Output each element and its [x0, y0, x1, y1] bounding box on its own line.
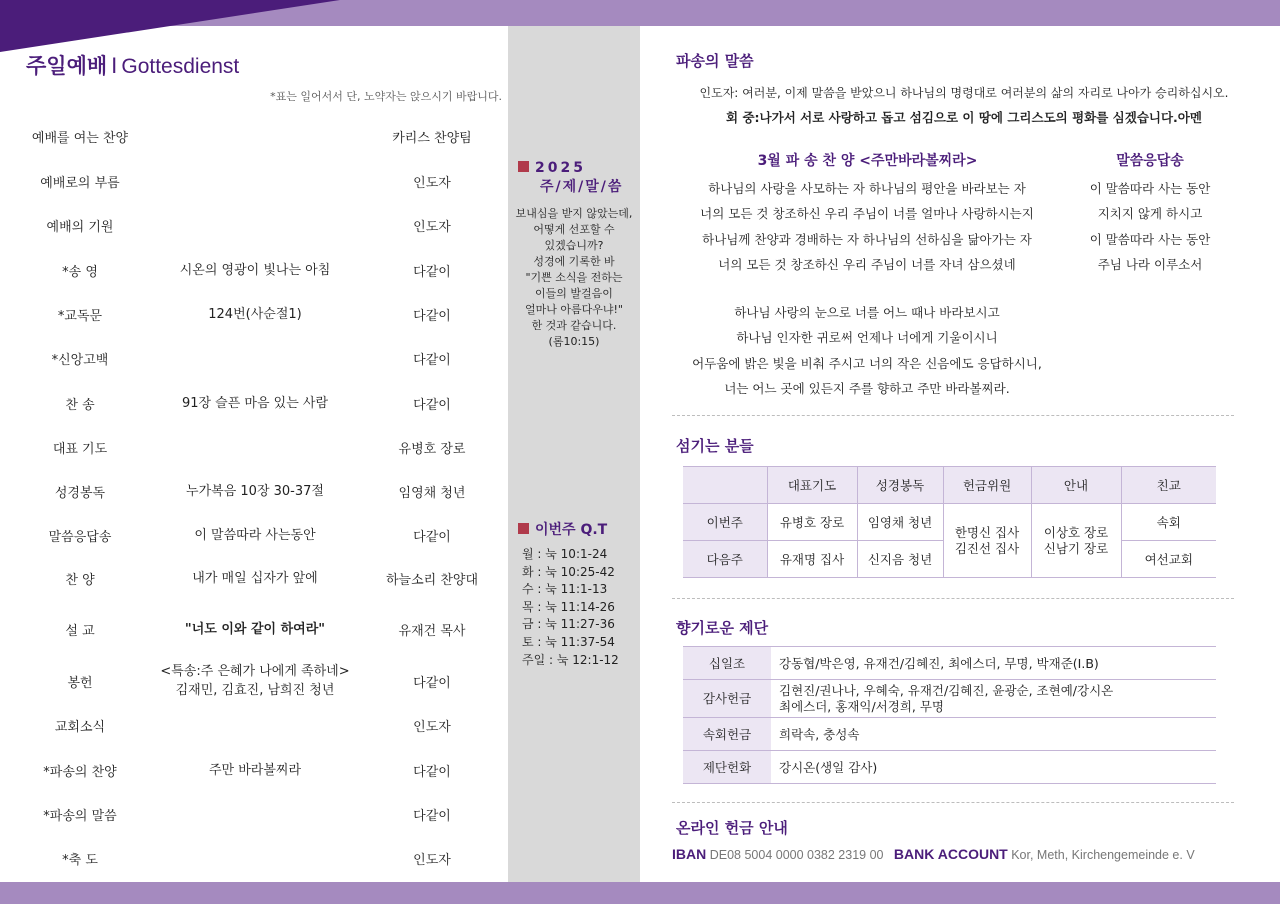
verse-line: "기쁜 소식을 전하는	[525, 271, 623, 284]
column-header: 친교	[1121, 467, 1216, 504]
row-label: 십일조	[683, 647, 771, 680]
lyric-line: 이 말씀따라 사는 동안	[1089, 231, 1211, 247]
service-leader: 다같이	[413, 530, 451, 545]
lyric-line: 하나님 인자한 귀로써 언제나 너에게 기울이시니	[736, 330, 998, 346]
account-holder: Kor, Meth, Kirchengemeinde e. V	[1011, 848, 1195, 862]
offering-team-member: 김진선 집사	[954, 540, 1020, 556]
service-detail: 누가복음 10장 30-37절	[186, 484, 324, 499]
column-header: 성경봉독	[857, 467, 943, 504]
theme-title: 주/제/말/씀	[540, 179, 624, 195]
qt-title: 이번주 Q.T	[535, 522, 608, 538]
qt-item: 목 : 눅 11:14-26	[522, 599, 615, 614]
row-label: 속회헌금	[683, 718, 771, 751]
row-label: 제단헌화	[683, 751, 771, 784]
service-leader: 인도자	[413, 176, 451, 191]
lyric-line: 너의 모든 것 창조하신 우리 주님이 너를 자녀 삼으셨네	[718, 256, 1016, 272]
service-part: 대표 기도	[52, 442, 108, 457]
service-part: 찬 양	[65, 573, 95, 588]
service-part: *파송의 찬양	[43, 765, 117, 780]
service-leader: 다같이	[413, 265, 451, 280]
column-header: 안내	[1031, 467, 1121, 504]
special-song: <특송:주 은혜가 나에게 족하네>	[160, 664, 350, 679]
table-row	[683, 718, 1216, 751]
sending-congregation-line: 회 중:나가서 서로 사랑하고 돕고 섬김으로 이 땅에 그리스도의 평화를 심겠습니다.아멘	[726, 110, 1202, 125]
special-song-singers: 김재민, 김효진, 남희진 청년	[175, 683, 335, 698]
divider	[672, 415, 1234, 416]
sending-hymn-verse-1	[672, 176, 1062, 277]
table-cell: 속회	[1121, 504, 1216, 541]
iban-label: IBAN	[672, 846, 707, 862]
service-leader: 카리스 찬양팀	[392, 131, 472, 146]
response-song-lyrics	[1070, 176, 1230, 277]
lyric-line: 하나님께 찬양과 경배하는 자 하나님의 선하심을 닮아가는 자	[702, 231, 1032, 247]
service-leader: 다같이	[413, 765, 451, 780]
table-cell: 여선교회	[1121, 541, 1216, 578]
sending-hymn-verse-2	[672, 300, 1062, 401]
title-german: Gottesdienst	[121, 55, 240, 78]
service-part: 말씀응답송	[48, 530, 112, 545]
column-header: 헌금위원	[943, 467, 1031, 504]
names-line: 김현진/권나나, 우혜숙, 유재건/김혜진, 윤광순, 조현예/강시온	[779, 682, 1114, 698]
verse-line: 보내심을 받지 않았는데,	[515, 207, 633, 220]
service-part: 설 교	[65, 624, 95, 639]
table-cell: 유병호 장로	[767, 504, 857, 541]
service-leader: 임영채 청년	[398, 486, 466, 501]
ushers-cell	[1031, 504, 1121, 578]
usher: 이상호 장로	[1043, 524, 1109, 540]
table-row	[683, 504, 1216, 541]
column-header: 대표기도	[767, 467, 857, 504]
verse-reference: (롬10:15)	[548, 335, 600, 348]
response-song-title: 말씀응답송	[1116, 153, 1184, 169]
service-part: 성경봉독	[54, 486, 106, 501]
theme-year: 2025	[535, 160, 586, 176]
divider	[672, 802, 1234, 803]
table-cell: 신지음 청년	[857, 541, 943, 578]
usher: 신남기 장로	[1043, 540, 1109, 556]
service-detail: 내가 매일 십자가 앞에	[192, 571, 318, 586]
service-leader: 유재건 목사	[398, 624, 466, 639]
row-label: 다음주	[683, 541, 767, 578]
service-leader: 인도자	[413, 720, 451, 735]
verse-line: 성경에 기록한 바	[533, 255, 615, 268]
service-part: *축 도	[62, 853, 98, 868]
qt-item: 주일 : 눅 12:1-12	[522, 652, 619, 667]
qt-item: 월 : 눅 10:1-24	[522, 547, 608, 561]
sending-hymn-title: 3월 파 송 찬 양 <주만바라볼찌라>	[757, 153, 978, 169]
lyric-line: 이 말씀따라 사는 동안	[1089, 181, 1211, 196]
service-part: 봉헌	[67, 676, 93, 691]
service-part: 교회소식	[54, 720, 106, 735]
qt-item: 금 : 눅 11:27-36	[522, 617, 615, 632]
offering-team-cell	[943, 504, 1031, 578]
lyric-line: 지치지 않게 하시고	[1097, 206, 1203, 222]
lyric-line: 너의 모든 것 창조하신 우리 주님이 너를 얼마나 사랑하시는지	[700, 206, 1034, 222]
title-separator: I	[111, 54, 118, 78]
column-header	[683, 467, 767, 504]
square-bullet-icon	[518, 161, 529, 172]
verse-line: 한 것과 같습니다.	[531, 319, 617, 332]
service-detail: 124번(사순절1)	[208, 307, 302, 322]
theme-verse	[508, 206, 640, 350]
service-leader: 다같이	[413, 676, 451, 691]
table-cell: 희락속, 충성속	[771, 718, 1216, 751]
table-header-row	[683, 467, 1216, 504]
lyric-line: 어두움에 밝은 빛을 비춰 주시고 너의 작은 신음에도 응답하시니,	[692, 355, 1042, 371]
service-part: 예배로의 부름	[40, 176, 120, 191]
servants-title: 섬기는 분들	[676, 437, 754, 455]
square-bullet-icon	[518, 523, 529, 534]
service-detail: 91장 슬픈 마음 있는 사람	[181, 396, 329, 411]
servants-table	[683, 466, 1216, 578]
lyric-line: 주님 나라 이루소서	[1097, 256, 1203, 272]
lyric-line: 하나님의 사랑을 사모하는 자 하나님의 평안을 바라보는 자	[708, 181, 1026, 196]
offering-team-member: 한명신 집사	[954, 524, 1020, 540]
offerings-table	[683, 646, 1216, 784]
service-leader: 다같이	[413, 809, 451, 824]
online-offering-title: 온라인 헌금 안내	[676, 819, 788, 837]
service-detail: 이 말씀따라 사는동안	[194, 528, 316, 543]
standing-note: *표는 일어서서 단, 노약자는 앉으시기 바랍니다.	[270, 90, 502, 103]
bank-info	[672, 846, 1195, 862]
verse-line: 이들의 발걸음이	[535, 287, 613, 300]
qt-list	[522, 546, 619, 669]
iban-number: DE08 5004 0000 0382 2319 00	[709, 848, 884, 862]
qt-item: 수 : 눅 11:1-13	[522, 582, 608, 597]
sending-word-title: 파송의 말씀	[676, 52, 754, 70]
service-leader: 인도자	[413, 853, 451, 868]
service-leader: 다같이	[413, 353, 451, 368]
middle-column	[508, 26, 640, 882]
service-part: *파송의 말씀	[43, 809, 117, 824]
service-part: 예배를 여는 찬양	[31, 131, 129, 146]
service-leader: 다같이	[413, 398, 451, 413]
title-korean: 주일예배	[26, 54, 108, 78]
order-of-worship	[0, 0, 508, 904]
service-leader: 하늘소리 찬양대	[385, 573, 479, 588]
table-row	[683, 680, 1216, 718]
lyric-line: 너는 어느 곳에 있든지 주를 향하고 주만 바라볼찌라.	[724, 380, 1010, 396]
service-leader: 인도자	[413, 220, 451, 235]
service-detail	[140, 662, 370, 700]
names-line: 최에스더, 홍재익/서경희, 무명	[779, 698, 945, 714]
sermon-title: "너도 이와 같이 하여라"	[184, 622, 326, 637]
service-part: *송 영	[62, 265, 98, 280]
table-cell: 유재명 집사	[767, 541, 857, 578]
offerings-title: 향기로운 제단	[676, 619, 769, 637]
service-part: *신앙고백	[51, 353, 109, 368]
qt-heading	[518, 519, 607, 539]
account-label: BANK ACCOUNT	[893, 846, 1008, 862]
service-part: *교독문	[57, 309, 103, 324]
qt-item: 토 : 눅 11:37-54	[522, 634, 615, 649]
service-part: 예배의 기원	[46, 220, 114, 235]
sending-leader-line: 인도자: 여러분, 이제 말씀을 받았으니 하나님의 명령대로 여러분의 삶의 자리로 나아가 승리하십시오.	[699, 86, 1229, 100]
divider	[672, 598, 1234, 599]
table-cell	[771, 680, 1216, 718]
qt-item: 화 : 눅 10:25-42	[522, 564, 615, 579]
row-label: 이번주	[683, 504, 767, 541]
table-row	[683, 751, 1216, 784]
verse-line: 얼마나 아름다우냐!"	[525, 303, 623, 316]
table-cell: 강시온(생일 감사)	[771, 751, 1216, 784]
table-cell: 임영채 청년	[857, 504, 943, 541]
theme-verse-heading	[518, 160, 623, 196]
service-leader: 다같이	[413, 309, 451, 324]
lyric-line: 하나님 사랑의 눈으로 너를 어느 때나 바라보시고	[734, 305, 1000, 320]
table-row	[683, 647, 1216, 680]
row-label: 감사헌금	[683, 680, 771, 718]
service-detail: 시온의 영광이 빛나는 아침	[179, 263, 331, 278]
table-cell: 강동협/박은영, 유재건/김혜진, 최에스더, 무명, 박재준(I.B)	[771, 647, 1216, 680]
verse-line: 어떻게 선포할 수	[533, 223, 615, 236]
service-part: 찬 송	[65, 398, 95, 413]
service-detail: 주만 바라볼찌라	[208, 763, 302, 778]
service-leader: 유병호 장로	[398, 442, 466, 457]
verse-line: 있겠습니까?	[544, 239, 604, 252]
